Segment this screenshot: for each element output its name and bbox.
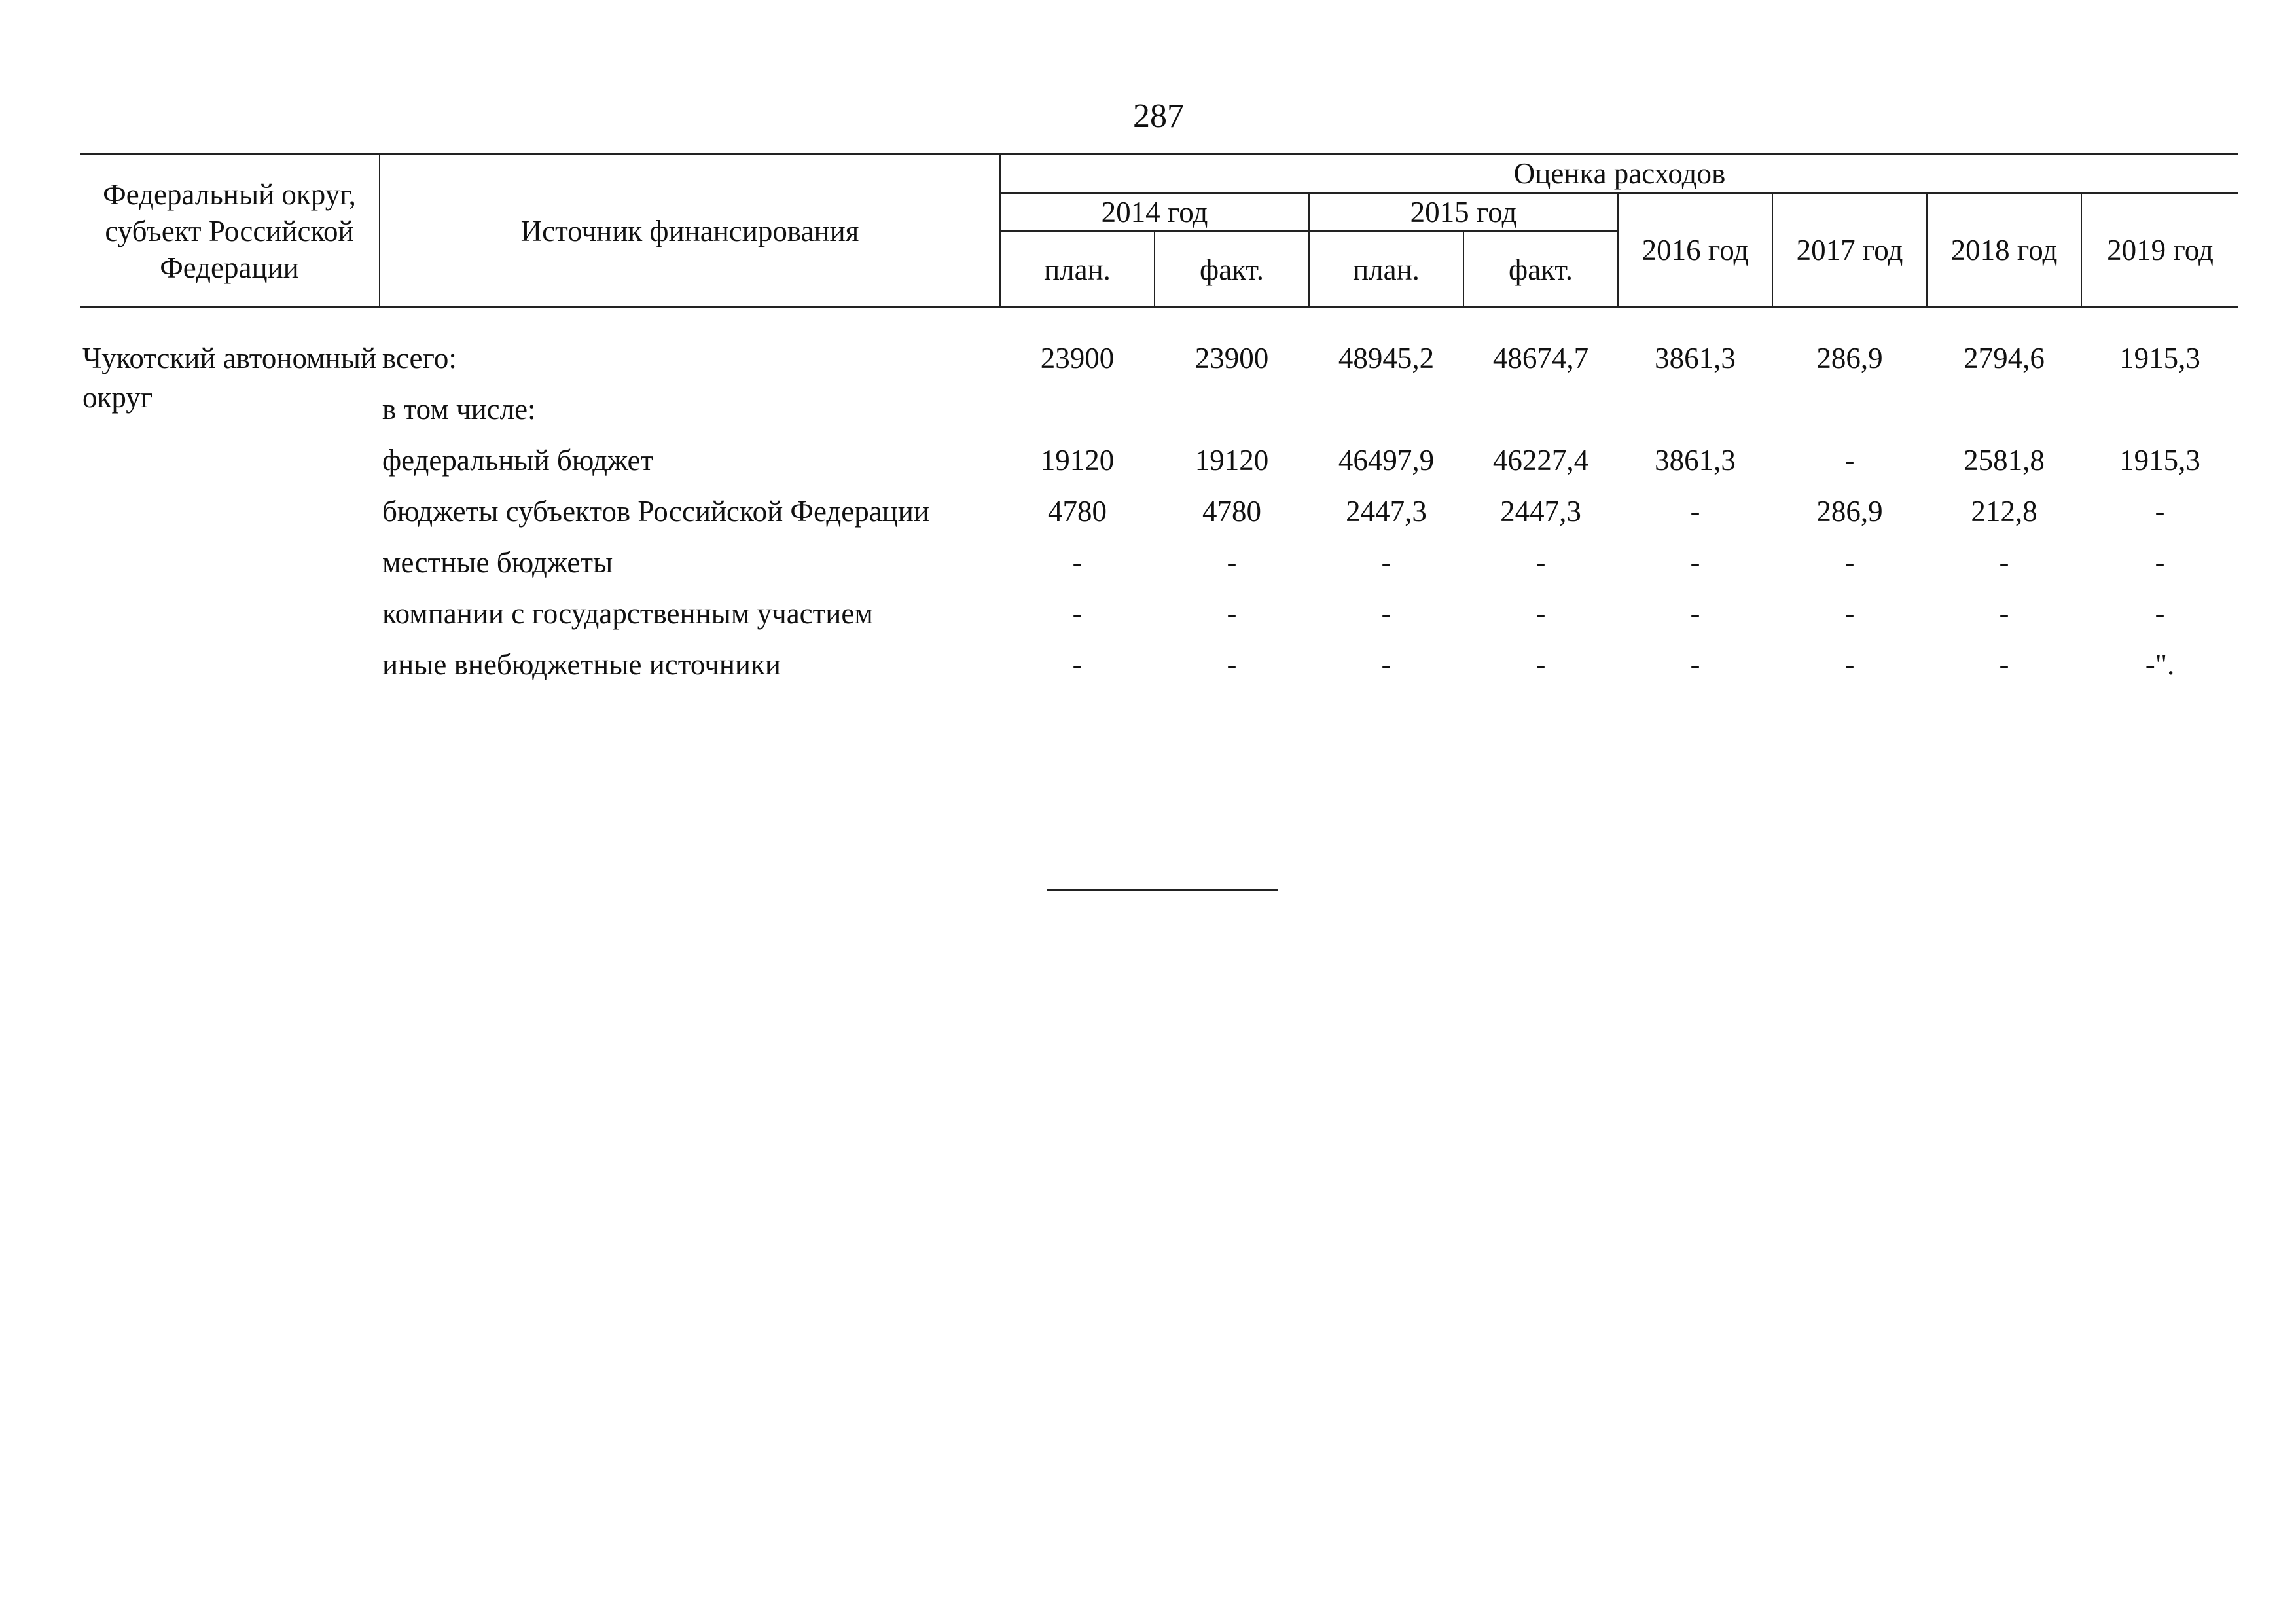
cell-2015-plan: - <box>1381 648 1391 681</box>
cell-2014-fact: - <box>1227 546 1237 579</box>
cell-2018: - <box>1999 546 2009 579</box>
cell-2019: 1915,3 <box>2119 342 2200 374</box>
cell-2014-plan: 23900 <box>1040 342 1115 374</box>
source-column-header: Источник финансирования <box>380 155 1000 308</box>
table-row <box>80 441 2238 492</box>
table-row <box>80 543 2238 594</box>
row-label: в том числе: <box>382 393 536 426</box>
cell-2014-fact: 23900 <box>1194 342 1269 374</box>
table-row <box>80 338 2238 390</box>
cell-2014-fact: - <box>1227 648 1237 681</box>
cell-2014-plan: 4780 <box>1048 495 1107 528</box>
fact-2015-header: факт. <box>1463 232 1618 308</box>
table-row <box>80 645 2238 696</box>
cell-2019: -". <box>2145 648 2175 681</box>
cell-2015-plan: 48945,2 <box>1338 342 1435 374</box>
cell-2017 <box>1772 390 1927 441</box>
cell-2018: - <box>1999 648 2009 681</box>
cell-2015-fact <box>1463 390 1618 441</box>
cell-2019: - <box>2155 597 2165 630</box>
cell-2014-plan <box>1000 390 1155 441</box>
cell-2018: 212,8 <box>1971 495 2037 528</box>
cell-2017: 286,9 <box>1816 495 1883 528</box>
cell-2015-plan: 46497,9 <box>1338 444 1435 477</box>
end-rule <box>1047 889 1278 891</box>
year-2015-header: 2015 год <box>1309 193 1618 232</box>
region-column-header: Федеральный округ, субъект Российской Федерации <box>80 155 380 308</box>
cell-2017: - <box>1844 597 1855 630</box>
funding-table <box>80 153 2238 696</box>
page-number: 287 <box>1133 98 1184 135</box>
row-label: всего: <box>382 342 457 374</box>
cell-2015-plan <box>1309 390 1463 441</box>
cell-2015-fact: 2447,3 <box>1500 495 1581 528</box>
row-label: местные бюджеты <box>382 546 613 579</box>
table-header <box>80 155 2238 308</box>
cell-2018: 2794,6 <box>1964 342 2045 374</box>
cell-2014-fact: 19120 <box>1194 444 1269 477</box>
expenses-column-header: Оценка расходов <box>1000 155 2238 193</box>
cell-2016: 3861,3 <box>1655 342 1736 374</box>
row-label: бюджеты субъектов Российской Федерации <box>382 495 929 528</box>
year-2019-header: 2019 год <box>2081 193 2238 308</box>
table-row <box>80 492 2238 543</box>
cell-2016: - <box>1690 495 1700 528</box>
year-2018-header: 2018 год <box>1927 193 2081 308</box>
cell-2016: - <box>1690 546 1700 579</box>
cell-2019: - <box>2155 546 2165 579</box>
cell-2014-fact: 4780 <box>1202 495 1261 528</box>
cell-2014-plan: - <box>1072 597 1083 630</box>
cell-2016 <box>1618 390 1772 441</box>
cell-2016: - <box>1690 597 1700 630</box>
cell-2015-plan: 2447,3 <box>1346 495 1427 528</box>
table-body <box>80 308 2238 697</box>
year-2016-header: 2016 год <box>1618 193 1772 308</box>
cell-2015-fact: 46227,4 <box>1492 444 1589 477</box>
cell-2017: 286,9 <box>1816 342 1883 374</box>
cell-2017: - <box>1844 444 1855 477</box>
region-name: Чукотский автономный округ <box>82 342 376 414</box>
cell-2015-plan: - <box>1381 597 1391 630</box>
cell-2016: 3861,3 <box>1655 444 1736 477</box>
table-row <box>80 390 2238 441</box>
cell-2019: - <box>2155 495 2165 528</box>
cell-2014-plan: - <box>1072 648 1083 681</box>
row-label: федеральный бюджет <box>382 444 654 477</box>
cell-2015-plan: - <box>1381 546 1391 579</box>
year-2014-header: 2014 год <box>1000 193 1309 232</box>
cell-2015-fact: 48674,7 <box>1492 342 1589 374</box>
year-2017-header: 2017 год <box>1772 193 1927 308</box>
cell-2019: 1915,3 <box>2119 444 2200 477</box>
cell-2019 <box>2081 390 2238 441</box>
cell-2014-plan: 19120 <box>1040 444 1115 477</box>
cell-2018 <box>1927 390 2081 441</box>
plan-2014-header: план. <box>1000 232 1155 308</box>
cell-2015-fact: - <box>1535 597 1546 630</box>
cell-2018: 2581,8 <box>1964 444 2045 477</box>
cell-2014-plan: - <box>1072 546 1083 579</box>
cell-2017: - <box>1844 648 1855 681</box>
cell-2015-fact: - <box>1535 546 1546 579</box>
row-label: компании с государственным участием <box>382 597 873 630</box>
table-row <box>80 594 2238 645</box>
cell-2014-fact <box>1155 390 1309 441</box>
cell-2015-fact: - <box>1535 648 1546 681</box>
cell-2016: - <box>1690 648 1700 681</box>
plan-2015-header: план. <box>1309 232 1463 308</box>
cell-2018: - <box>1999 597 2009 630</box>
fact-2014-header: факт. <box>1155 232 1309 308</box>
cell-2017: - <box>1844 546 1855 579</box>
row-label: иные внебюджетные источники <box>382 648 781 681</box>
cell-2014-fact: - <box>1227 597 1237 630</box>
